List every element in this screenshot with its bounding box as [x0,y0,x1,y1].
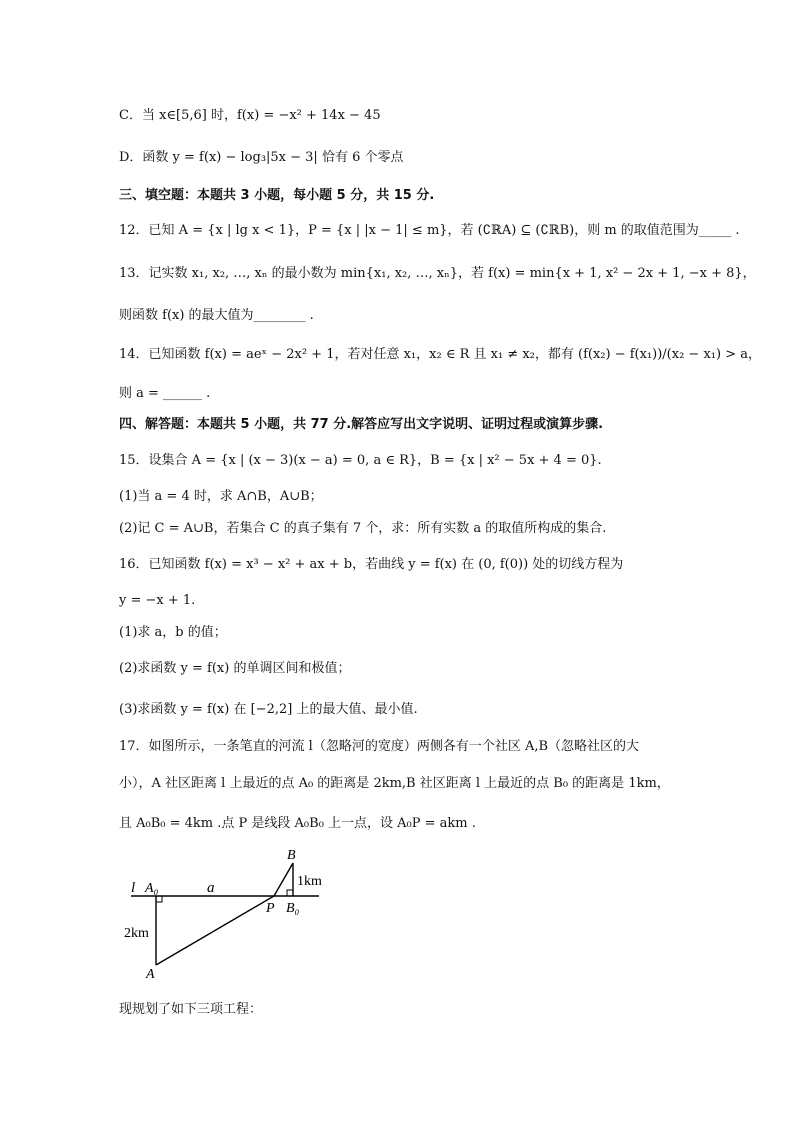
label-b: B [287,848,296,863]
question-17-line3: 且 A₀B₀ = 4km .点 P 是线段 A₀B₀ 上一点，设 A₀P = akm . [119,816,476,831]
question-15-part2: (2)记 C = A∪B，若集合 C 的真子集有 7 个，求：所有实数 a 的取值所构成的集合. [119,521,607,536]
label-a0: A₀ [145,881,159,896]
label-2km: 2km [124,926,149,941]
label-b0: B₀ [286,901,300,916]
section-fill-in-heading: 三、填空题：本题共 3 小题，每小题 5 分，共 15 分. [119,188,435,203]
question-16-part3: (3)求函数 y = f(x) 在 [−2,2] 上的最大值、最小值. [119,702,418,717]
label-l: l [131,880,136,896]
section-answer-heading: 四、解答题：本题共 5 小题，共 77 分.解答应写出文字说明、证明过程或演算步骤. [119,417,604,432]
question-16-line1: 16．已知函数 f(x) = x³ − x² + ax + b，若曲线 y = f(x) 在 (0, f(0)) 处的切线方程为 [119,557,624,572]
river-diagram [119,845,334,985]
question-15-part1: (1)当 a = 4 时，求 A∩B，A∪B； [119,489,323,504]
question-14-line1: 14．已知函数 f(x) = aeˣ − 2x² + 1，若对任意 x₁，x₂ ∈ R 且 x₁ ≠ x₂，都有 (f(x₂) − f(x₁))/(x₂ − x₁) > a， [119,347,761,362]
question-17-line1: 17．如图所示，一条笔直的河流 l（忽略河的宽度）两侧各有一个社区 A,B（忽略社区的大 [119,739,640,754]
label-1km: 1km [297,874,322,889]
segment-p-b [274,863,293,896]
question-13-line1: 13．记实数 x₁, x₂, …, xₙ 的最小数为 min{x₁, x₂, …, xₙ}，若 f(x) = min{x + 1, x² − 2x + 1, −x + 8}， [119,266,756,281]
label-point-a: A [146,967,155,982]
question-14-line2: 则 a = ______ . [119,386,211,401]
question-16-part1: (1)求 a，b 的值； [119,625,227,640]
right-angle-b0 [287,890,293,896]
right-angle-a0 [156,896,162,902]
option-d: D．函数 y = f(x) − log₃|5x − 3| 恰有 6 个零点 [119,150,404,165]
question-13-line2: 则函数 f(x) 的最大值为________ . [119,308,314,323]
question-17-projects: 现规划了如下三项工程： [119,1002,263,1017]
label-p: P [266,901,275,916]
label-a: a [207,880,215,896]
question-16-part2: (2)求函数 y = f(x) 的单调区间和极值； [119,661,351,676]
question-15: 15．设集合 A = {x | (x − 3)(x − a) = 0, a ∈ R}，B = {x | x² − 5x + 4 = 0}. [119,453,602,468]
question-17-line2: 小），A 社区距离 l 上最近的点 A₀ 的距离是 2km,B 社区距离 l 上最近的点 B₀ 的距离是 1km， [119,776,670,791]
question-16-line2: y = −x + 1. [119,593,196,608]
option-c: C．当 x∈[5,6] 时，f(x) = −x² + 14x − 45 [119,108,381,123]
segment-a-p [156,896,274,965]
question-12: 12．已知 A = {x | lg x < 1}，P = {x | |x − 1| ≤ m}，若 (∁ℝA) ⊆ (∁ℝB)，则 m 的取值范围为_____ . [119,223,740,238]
